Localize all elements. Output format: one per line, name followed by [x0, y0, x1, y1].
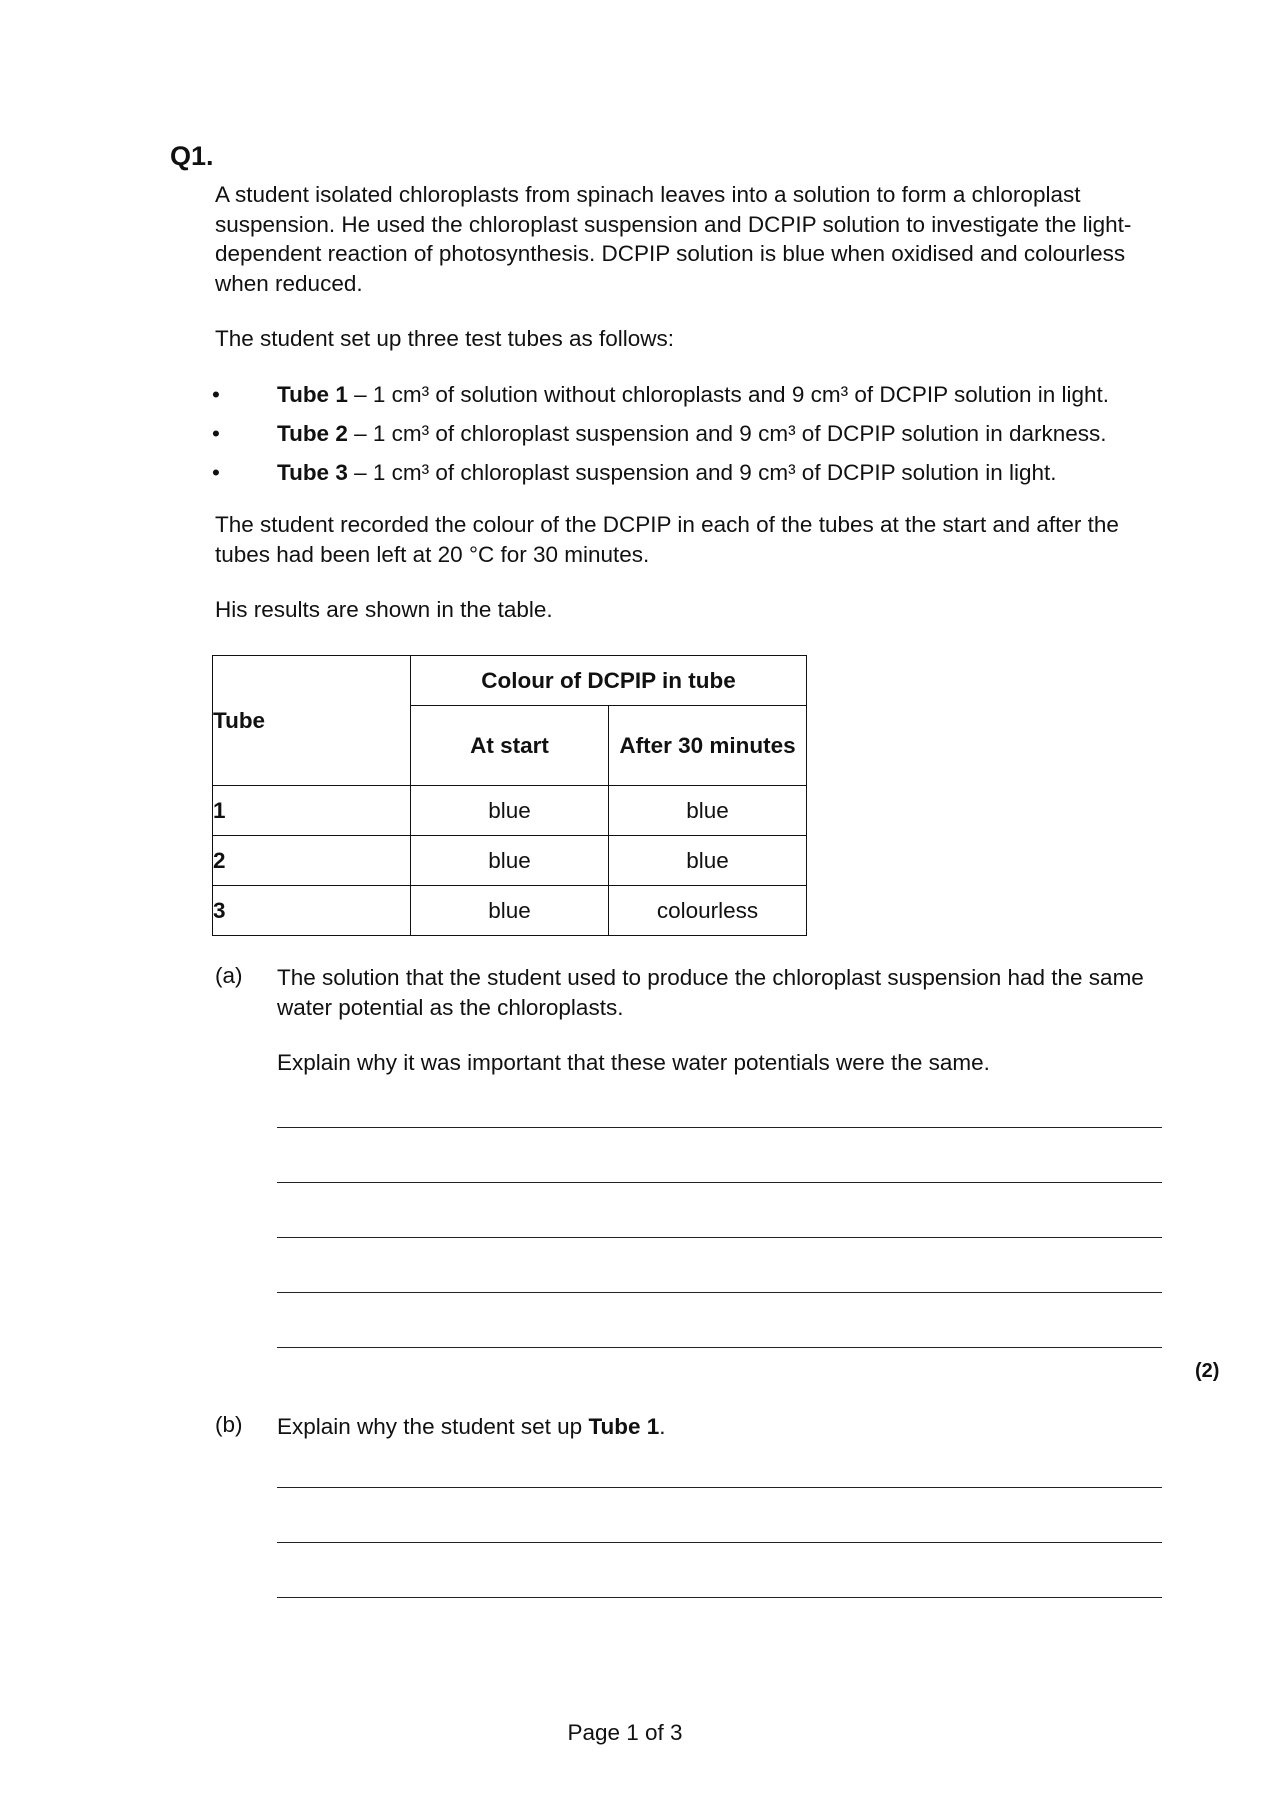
list-item	[212, 453, 1212, 492]
tube-description: – 1 cm³ of chloroplast suspension and 9 cm³ of DCPIP solution in darkness.	[347, 421, 1107, 446]
tube-number-cell: 2	[213, 836, 411, 886]
table-header-row	[213, 656, 807, 706]
results-table	[212, 655, 807, 936]
recorded-text: The student recorded the colour of the DCPIP in each of the tubes at the start and after the tubes had been left at 20 °C for 30 minutes.	[215, 512, 1119, 567]
answer-line-a-1[interactable]	[277, 1127, 1162, 1128]
after-colour-cell: colourless	[609, 886, 807, 936]
part-b-text-end: .	[659, 1414, 666, 1439]
start-colour-cell: blue	[411, 886, 609, 936]
answer-line-a-3[interactable]	[277, 1237, 1162, 1238]
answer-line-a-5[interactable]	[277, 1347, 1162, 1348]
answer-line-a-4[interactable]	[277, 1292, 1162, 1293]
bullet-icon: •	[212, 460, 220, 485]
tube-number-cell: 1	[213, 786, 411, 836]
results-intro: His results are shown in the table.	[215, 597, 553, 622]
tube-number-cell: 3	[213, 886, 411, 936]
tube-description: – 1 cm³ of chloroplast suspension and 9 cm³ of DCPIP solution in light.	[347, 460, 1057, 485]
table-row	[213, 786, 807, 836]
bullet-icon: •	[212, 382, 220, 407]
question-number: Q1.	[170, 141, 214, 171]
page-footer: Page 1 of 3	[567, 1720, 683, 1745]
after-colour-cell: blue	[609, 836, 807, 886]
start-colour-cell: blue	[411, 786, 609, 836]
bullet-icon: •	[212, 421, 220, 446]
question-intro: A student isolated chloroplasts from spinach leaves into a solution to form a chloroplast suspension. He used the chloroplast suspension and DCPIP solution to investigate the light-dependent reaction of photosynthesis. DCPIP solution is blue when oxidised and colourless when reduced.	[215, 182, 1132, 296]
part-b-tube-ref: Tube 1	[588, 1414, 660, 1439]
list-item	[212, 414, 1212, 453]
colour-column-header: Colour of DCPIP in tube	[411, 656, 807, 706]
part-b-text-start: Explain why the student set up	[277, 1414, 589, 1439]
tube-label: Tube 1	[277, 382, 348, 407]
tube-column-header: Tube	[213, 656, 411, 786]
tube-list	[212, 375, 1212, 492]
part-b-label: (b)	[215, 1412, 243, 1437]
answer-line-b-1[interactable]	[277, 1487, 1162, 1488]
start-colour-cell: blue	[411, 836, 609, 886]
marks-label: (2)	[1195, 1360, 1220, 1382]
answer-line-b-3[interactable]	[277, 1597, 1162, 1598]
part-b-text	[277, 1412, 1177, 1442]
answer-line-b-2[interactable]	[277, 1542, 1162, 1543]
tube-label: Tube 3	[277, 460, 348, 485]
after-colour-cell: blue	[609, 786, 807, 836]
answer-line-a-2[interactable]	[277, 1182, 1162, 1183]
tube-label: Tube 2	[277, 421, 348, 446]
table-row	[213, 836, 807, 886]
after-30-minutes-header: After 30 minutes	[609, 706, 807, 786]
part-a-text: The solution that the student used to produce the chloroplast suspension had the same water potential as the chloroplasts.	[277, 965, 1144, 1020]
list-item	[212, 375, 1212, 414]
setup-text: The student set up three test tubes as follows:	[215, 326, 675, 351]
tube-description: – 1 cm³ of solution without chloroplasts and 9 cm³ of DCPIP solution in light.	[347, 382, 1110, 407]
table-row	[213, 886, 807, 936]
part-a-instruction: Explain why it was important that these water potentials were the same.	[277, 1050, 990, 1075]
at-start-header: At start	[411, 706, 609, 786]
part-a-label: (a)	[215, 963, 243, 988]
